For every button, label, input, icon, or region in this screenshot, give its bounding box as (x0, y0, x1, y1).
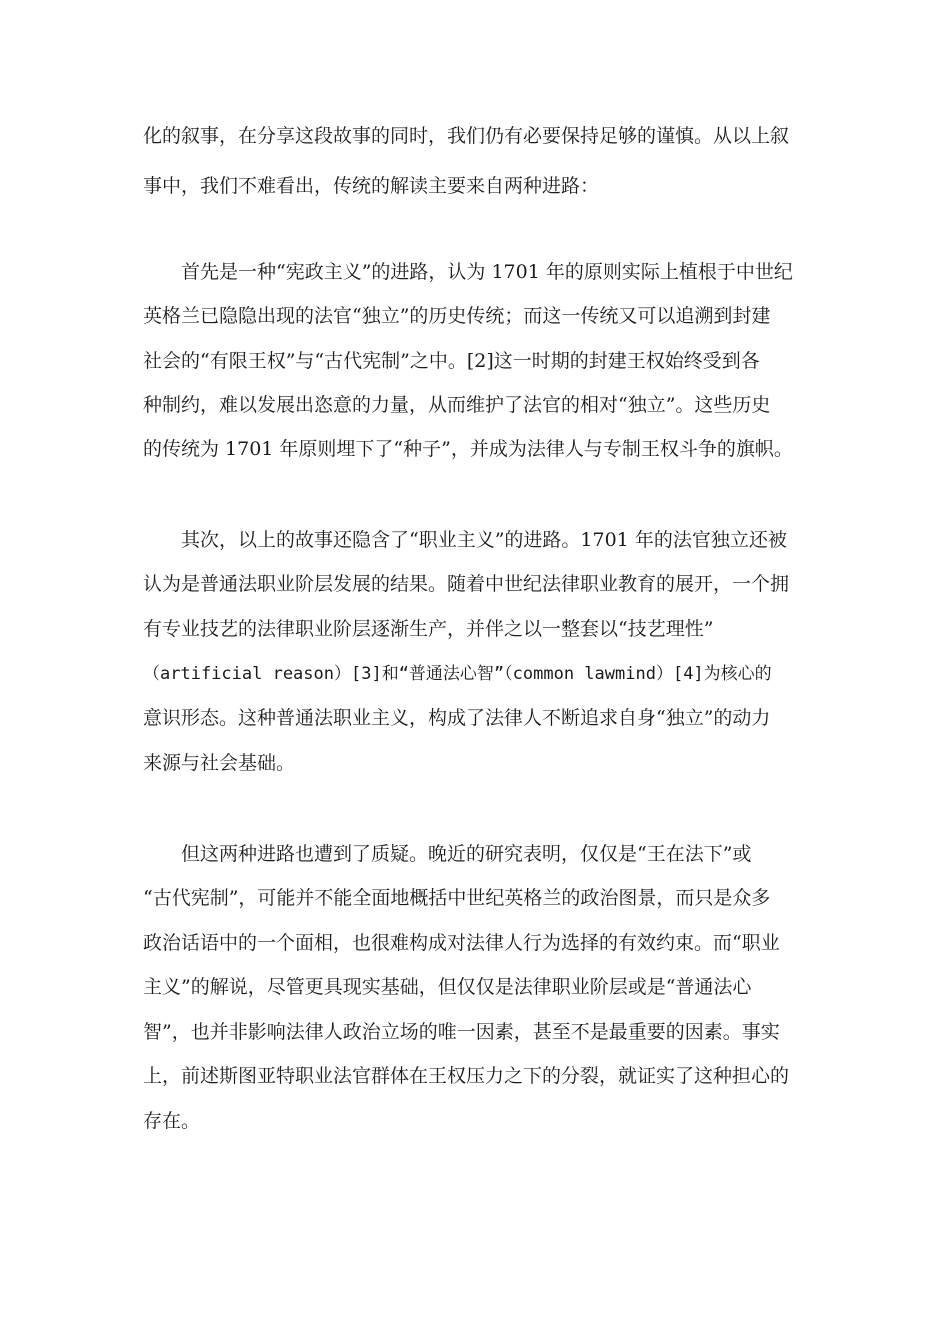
text-line: 化的叙事，在分享这段故事的同时，我们仍有必要保持足够的谨慎。从以上叙 (143, 125, 790, 147)
text-line: 事中，我们不难看出，传统的解读主要来自两种进路： (143, 175, 600, 197)
text-line: 的传统为 1701 年原则埋下了“种子”，并成为法律人与专制王权斗争的旗帜。 (143, 438, 793, 460)
text-line: 其次，以上的故事还隐含了“职业主义”的进路。1701 年的法官独立还被 (143, 529, 787, 551)
text-line: 意识形态。这种普通法职业主义，构成了法律人不断追求自身“独立”的动力 (143, 707, 771, 729)
text-line: 认为是普通法职业阶层发展的结果。随着中世纪法律职业教育的展开，一个拥 (143, 573, 790, 595)
text-line: 但这两种进路也遭到了质疑。晚近的研究表明，仅仅是“王在法下”或 (143, 843, 752, 865)
text-line: 主义”的解说，尽管更具现实基础，但仅仅是法律职业阶层或是“普通法心 (143, 976, 752, 998)
text-line: 来源与社会基础。 (143, 752, 296, 774)
text-line: 政治话语中的一个面相，也很难构成对法律人行为选择的有效约束。而“职业 (143, 932, 780, 954)
text-line: 英格兰已隐隐出现的法官“独立”的历史传统；而这一传统又可以追溯到封建 (143, 305, 771, 327)
text-line: 有专业技艺的法律职业阶层逐渐生产，并伴之以一整套以“技艺理性” (143, 618, 714, 640)
text-line: 社会的“有限王权”与“古代宪制”之中。[2]这一时期的封建王权始终受到各 (143, 350, 760, 372)
text-line: 存在。 (143, 1110, 201, 1132)
text-line: “古代宪制”，可能并不能全面地概括中世纪英格兰的政治图景，而只是众多 (143, 887, 771, 909)
text-line: 首先是一种“宪政主义”的进路，认为 1701 年的原则实际上植根于中世纪 (143, 261, 793, 283)
text-line: 种制约，难以发展出恣意的力量，从而维护了法官的相对“独立”。这些历史 (143, 394, 771, 416)
text-line: （artificial reason）[3]和“普通法心智”（common lawmind）[4]为核心的 (143, 664, 772, 684)
text-line: 上，前述斯图亚特职业法官群体在王权压力之下的分裂，就证实了这种担心的 (143, 1065, 790, 1087)
text-line: 智”，也并非影响法律人政治立场的唯一因素，甚至不是最重要的因素。事实 (143, 1021, 780, 1043)
